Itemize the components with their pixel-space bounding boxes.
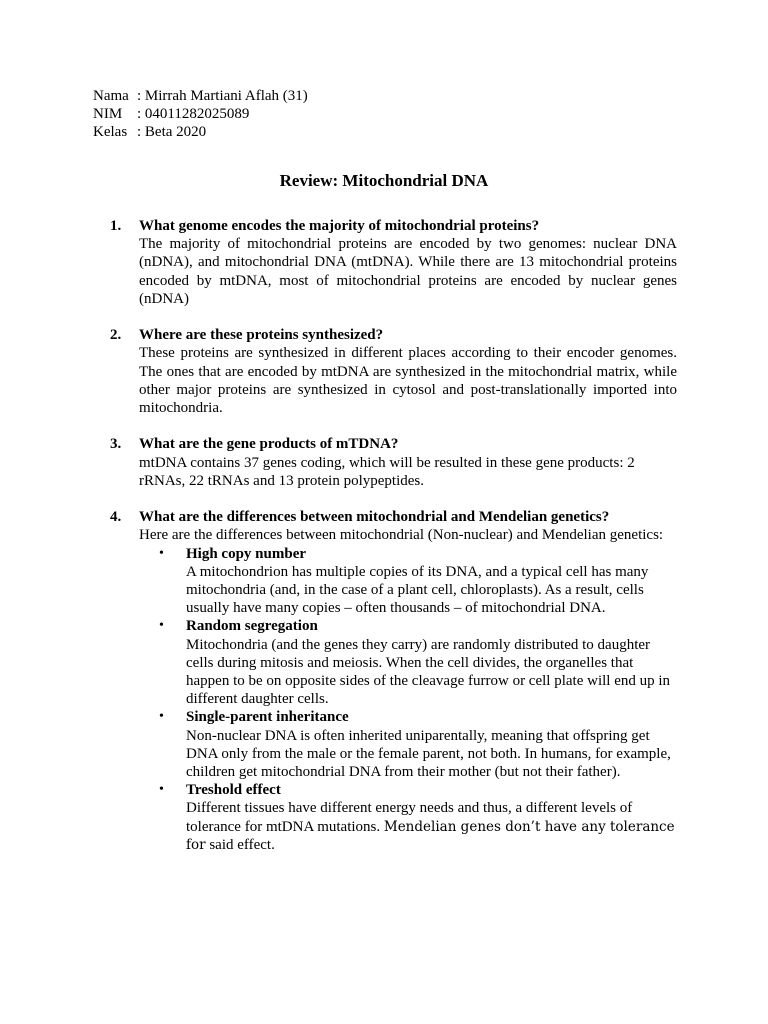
bullet-text: Non-nuclear DNA is often inherited uniparentally, meaning that offspring get DNA only from the male or the female parent, not both. In humans, for example, children get mitochondrial DNA from their mother (but not their father). — [186, 727, 671, 781]
question-list — [110, 217, 677, 872]
bullet-icon: • — [159, 709, 164, 725]
bullet-icon: • — [159, 545, 164, 561]
class-value: : Beta 2020 — [137, 124, 207, 140]
nim-value: : 04011282025089 — [137, 106, 250, 122]
class-row — [93, 123, 308, 141]
list-item — [139, 617, 677, 708]
bullet-text-part: said effect. — [205, 836, 275, 853]
document-title: Review: Mitochondrial DNA — [279, 171, 489, 190]
nim-row — [93, 105, 308, 123]
bullet-text-part: Different tissues have different energy needs and thus, a different levels of tolerance for mtDNA mutations. — [186, 800, 633, 835]
name-label: Nama — [93, 88, 129, 104]
bullet-icon: • — [159, 782, 164, 798]
question-number: 1. — [110, 218, 122, 234]
differences-list — [139, 545, 677, 854]
answer-text: mtDNA contains 37 genes coding, which will be resulted in these gene products: 2 rRNAs, 22 tRNAs and 13 protein polypeptides. — [139, 454, 635, 489]
name-row — [93, 87, 308, 105]
class-label: Kelas — [93, 124, 128, 140]
question-item — [110, 435, 677, 490]
bullet-title: Treshold effect — [186, 782, 281, 799]
bullet-text-part: Mendelian genes don’t have any tolerance for — [186, 818, 675, 853]
bullet-text: A mitochondrion has multiple copies of its DNA, and a typical cell has many mitochondria (and, in the case of a plant cell, chloroplasts). As a result, cells usually have many copies – often thousands – of mitochondrial DNA. — [186, 563, 649, 617]
question-number: 4. — [110, 509, 122, 526]
list-item — [139, 781, 677, 854]
list-item — [139, 708, 677, 781]
answer-text: Here are the differences between mitochondrial (Non-nuclear) and Mendelian genetics: — [139, 527, 664, 544]
bullet-title: Single-parent inheritance — [186, 709, 349, 726]
name-value: : Mirrah Martiani Aflah (31) — [137, 88, 308, 104]
student-info-header — [93, 87, 308, 141]
question-item — [110, 217, 677, 308]
bullet-title: Random segregation — [186, 618, 318, 635]
answer-text: The majority of mitochondrial proteins are encoded by two genomes: nuclear DNA (nDNA), and mitochondrial DNA (mtDNA). While there are 13 mitochondrial proteins encoded by mtDNA, most of mitochondrial proteins are encoded by nuclear genes (nDNA) — [139, 236, 677, 307]
bullet-text — [186, 799, 677, 854]
list-item — [139, 545, 677, 618]
question-number: 3. — [110, 436, 122, 453]
question-number: 2. — [110, 327, 122, 344]
question-text: What genome encodes the majority of mitochondrial proteins? — [139, 218, 540, 234]
bullet-title: High copy number — [186, 545, 307, 562]
question-item — [110, 508, 677, 854]
nim-label: NIM — [93, 106, 123, 122]
question-text: What are the differences between mitochondrial and Mendelian genetics? — [139, 509, 610, 526]
question-text: What are the gene products of mTDNA? — [139, 436, 399, 453]
question-text: Where are these proteins synthesized? — [139, 327, 384, 344]
question-item — [110, 326, 677, 417]
answer-text: These proteins are synthesized in different places according to their encoder genomes. The ones that are encoded by mtDNA are synthesized in the mitochondrial matrix, while other major proteins are synthesized in cytosol and post-translationally imported into mitochondria. — [139, 345, 677, 417]
bullet-icon: • — [159, 618, 164, 634]
bullet-text: Mitochondria (and the genes they carry) are randomly distributed to daughter cells during mitosis and meiosis. When the cell divides, the organelles that happen to be on opposite sides of the cleavage furrow or cell plate will end up in different daughter cells. — [186, 636, 671, 708]
